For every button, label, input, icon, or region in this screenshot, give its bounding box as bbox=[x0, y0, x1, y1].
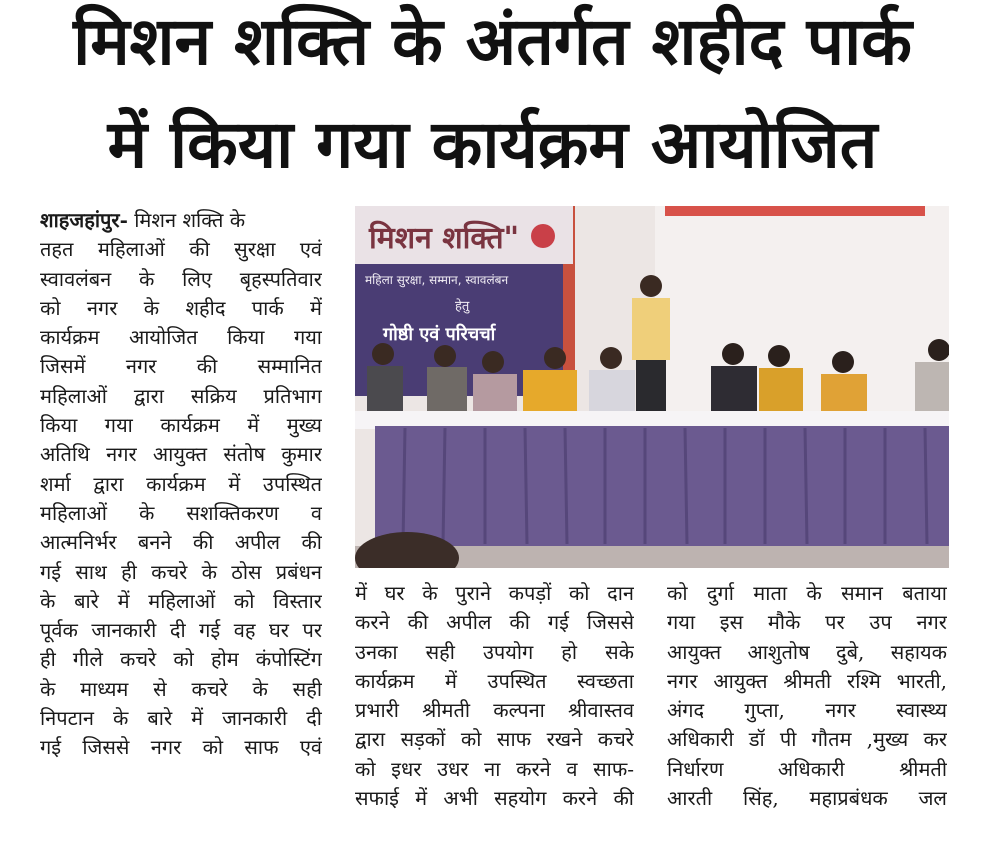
article-line: आरती सिंह, महाप्रबंधक जल bbox=[667, 786, 947, 811]
article-line: को दुर्गा माता के समान बताया bbox=[667, 581, 947, 605]
headline-line-1: मिशन शक्ति के अंतर्गत शहीद पार्क bbox=[73, 3, 912, 80]
article-line: महिलाओं द्वारा सक्रिय प्रतिभाग bbox=[40, 383, 322, 408]
tablecloth bbox=[375, 426, 949, 546]
article-line: में घर के पुराने कपड़ों को दान bbox=[355, 581, 634, 605]
article-line: गई जिससे नगर को साफ एवं bbox=[40, 735, 322, 760]
article-line: निर्धारण अधिकारी श्रीमती bbox=[667, 756, 947, 781]
article-line: महिलाओं के सशक्तिकरण व bbox=[40, 500, 322, 525]
article-line: प्रभारी श्रीमती कल्पना श्रीवास्तव bbox=[355, 698, 634, 723]
article-line: सफाई में अभी सहयोग करने की bbox=[355, 786, 634, 811]
article-line: मिशन शक्ति के bbox=[127, 208, 246, 232]
article-line: अधिकारी डॉ पी गौतम ,मुख्य कर bbox=[667, 727, 947, 752]
article-line: तहत महिलाओं की सुरक्षा एवं bbox=[40, 237, 322, 262]
article-line: करने की अपील की गई जिससे bbox=[355, 610, 634, 635]
article-line: किया गया कार्यक्रम में मुख्य bbox=[40, 413, 322, 438]
headline-line-2: में किया गया कार्यक्रम आयोजित bbox=[107, 106, 878, 183]
dateline: शाहजहांपुर- bbox=[40, 208, 128, 232]
article-line: निपटान के बारे में जानकारी दी bbox=[40, 706, 322, 731]
banner-subtitle-2: हेतु bbox=[455, 299, 470, 314]
article-line: के बारे में महिलाओं को विस्तार bbox=[40, 588, 322, 613]
article-column-2 bbox=[355, 579, 634, 813]
article-line: आत्मनिर्भर बनने की अपील की bbox=[40, 530, 322, 555]
event-photo bbox=[355, 206, 949, 568]
article-line: कार्यक्रम आयोजित किया गया bbox=[40, 325, 322, 350]
article-column-1 bbox=[40, 206, 322, 763]
article-line: अंगद गुप्ता, नगर स्वास्थ्य bbox=[667, 698, 947, 723]
article-line: आयुक्त आशुतोष दुबे, सहायक bbox=[667, 639, 947, 664]
article-line: नगर आयुक्त श्रीमती रश्मि भारती, bbox=[667, 668, 947, 693]
article-line: स्वावलंबन के लिए बृहस्पतिवार bbox=[40, 266, 322, 291]
article-line: गया इस मौके पर उप नगर bbox=[667, 610, 947, 635]
article-line: के माध्यम से कचरे के सही bbox=[40, 676, 322, 701]
article-column-3 bbox=[667, 579, 947, 813]
article-line: को इधर उधर ना करने व साफ- bbox=[355, 756, 634, 781]
banner-title: मिशन शक्ति" bbox=[369, 221, 520, 256]
article-line: अतिथि नगर आयुक्त संतोष कुमार bbox=[40, 442, 322, 467]
article-line: पूर्वक जानकारी दी गई वह घर पर bbox=[40, 618, 322, 643]
article-line: कार्यक्रम में उपस्थित स्वच्छता bbox=[355, 668, 634, 693]
article-line: उनका सही उपयोग हो सके bbox=[355, 639, 634, 664]
banner-subtitle-3: गोष्ठी एवं परिचर्चा bbox=[383, 324, 496, 345]
article-line: जिसमें नगर की सम्मानित bbox=[40, 354, 322, 379]
article-line: गई साथ ही कचरे के ठोस प्रबंधन bbox=[40, 559, 322, 584]
article-line: ही गीले कचरे को होम कंपोस्टिंग bbox=[40, 647, 322, 672]
article-line: शर्मा द्वारा कार्यक्रम में उपस्थित bbox=[40, 471, 322, 496]
article-line: को नगर के शहीद पार्क में bbox=[40, 295, 322, 320]
event-photo-illustration bbox=[355, 206, 949, 568]
article-line: द्वारा सड़कों को साफ रखने कचरे bbox=[355, 727, 634, 752]
banner-subtitle: महिला सुरक्षा, सम्मान, स्वावलंबन bbox=[365, 273, 509, 287]
